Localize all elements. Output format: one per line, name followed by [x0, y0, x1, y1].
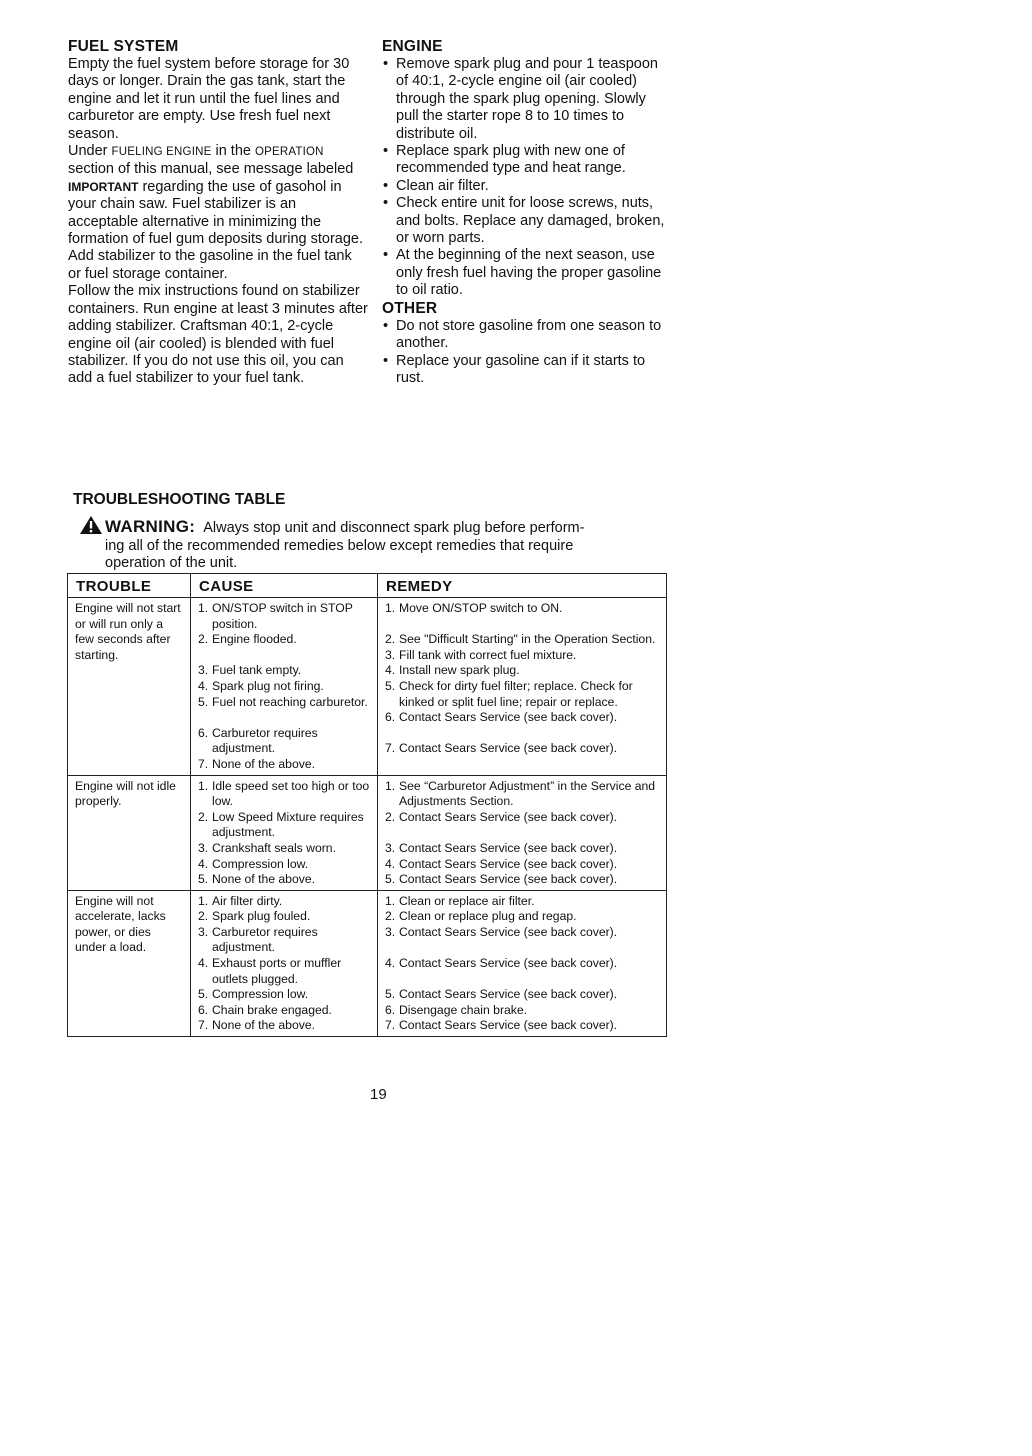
- list-item: [385, 925, 660, 941]
- list-item: [198, 841, 371, 857]
- warning-notice: [79, 512, 679, 573]
- item-text: Contact Sears Service (see back cover).: [399, 987, 618, 1002]
- header-trouble: TROUBLE: [68, 574, 191, 598]
- list-item: • Remove spark plug and pour 1 teaspoon of 40:1, 2-cycle engine oil (air cooled) through the spark plug opening. Slowly pull the starter rope 8 to 10 times to distribute oil.: [382, 56, 672, 143]
- item-number: 4.: [198, 678, 209, 693]
- item-number: 3.: [198, 663, 209, 678]
- item-text: Disengage chain brake.: [399, 1002, 528, 1017]
- list-item: [198, 810, 371, 841]
- list-item: [385, 710, 660, 726]
- item-text: Fill tank with correct fuel mixture.: [399, 647, 577, 662]
- list-item: [198, 779, 371, 810]
- list-item: [385, 1003, 660, 1019]
- list-item: [385, 741, 660, 757]
- list-item: [198, 1003, 371, 1019]
- item-number: 3.: [385, 647, 396, 662]
- item-text: Clean or replace air filter.: [399, 893, 535, 908]
- item-number: 3.: [385, 840, 396, 855]
- item-number: 3.: [198, 840, 209, 855]
- list-item: [385, 1018, 660, 1034]
- operation-ref: OPERATION: [255, 146, 324, 159]
- item-number: 6.: [198, 725, 209, 740]
- item-number: 4.: [385, 956, 396, 971]
- troubleshooting-table: [67, 573, 667, 1037]
- item-text: Contact Sears Service (see back cover).: [399, 1018, 618, 1033]
- text-run: in the: [211, 143, 255, 160]
- item-number: 2.: [198, 809, 209, 824]
- item-text: Air filter dirty.: [212, 893, 283, 908]
- item-text: See "Difficult Starting" in the Operation Section.: [399, 632, 656, 647]
- list-item: [198, 695, 371, 711]
- item-number: 3.: [385, 924, 396, 939]
- item-text: Install new spark plug.: [399, 663, 520, 678]
- list-item: • Replace spark plug with new one of recommended type and heat range.: [382, 143, 672, 178]
- item-text: Crankshaft seals worn.: [212, 840, 336, 855]
- item-number: 5.: [198, 987, 209, 1002]
- warning-triangle-icon: [79, 515, 103, 535]
- item-text: Spark plug not firing.: [212, 678, 324, 693]
- item-number: 7.: [385, 741, 396, 756]
- list-item: [385, 779, 660, 810]
- table-row: [68, 890, 667, 1036]
- item-text: Contact Sears Service (see back cover).: [399, 840, 618, 855]
- item-number: 5.: [198, 872, 209, 887]
- item-text: Fuel not reaching carburetor.: [212, 694, 368, 709]
- fuel-system-paragraph-3: Follow the mix instructions found on stabilizer containers. Run engine at least 3 minutes after adding stabilizer. Craftsman 40:1, 2-cycle engine oil (air cooled) is blended with fuel stabilizer. If you do not use this oil, you can add a fuel stabilizer to your fuel tank.: [68, 283, 368, 387]
- list-item: [385, 857, 660, 873]
- fuel-system-paragraph-2: [68, 143, 368, 283]
- item-text: Low Speed Mixture requires adjustment.: [212, 809, 364, 840]
- item-number: 1.: [385, 601, 396, 615]
- fuel-system-heading: FUEL SYSTEM: [68, 38, 179, 55]
- item-number: 4.: [198, 856, 209, 871]
- item-text: Check for dirty fuel filter; replace. Check for kinked or split fuel line; repair or replace.: [399, 678, 633, 709]
- header-remedy: REMEDY: [378, 574, 667, 598]
- item-number: 1.: [385, 778, 396, 793]
- list-item: [198, 601, 371, 632]
- item-number: 2.: [198, 632, 209, 647]
- engine-other-section: [382, 38, 672, 387]
- list-item: [385, 894, 660, 910]
- list-item: [385, 987, 660, 1003]
- item-text: Contact Sears Service (see back cover).: [399, 710, 618, 725]
- item-text: Carburetor requires adjustment.: [212, 725, 318, 756]
- troubleshooting-title: TROUBLESHOOTING TABLE: [73, 491, 286, 508]
- warning-text-line-2: ing all of the recommended remedies below except remedies that require: [105, 537, 574, 554]
- list-item: [198, 726, 371, 757]
- trouble-cell: Engine will not accelerate, lacks power, or dies under a load.: [68, 890, 191, 1036]
- list-item: [198, 1018, 371, 1034]
- item-text: Clean or replace plug and regap.: [399, 909, 577, 924]
- list-item: • Do not store gasoline from one season to another.: [382, 318, 672, 353]
- list-item: • Check entire unit for loose screws, nuts, and bolts. Replace any damaged, broken, or worn parts.: [382, 195, 672, 247]
- table-header-row: [68, 574, 667, 598]
- list-item: [198, 894, 371, 910]
- item-text: Contact Sears Service (see back cover).: [399, 809, 618, 824]
- table-row: [68, 775, 667, 890]
- item-number: 2.: [385, 632, 396, 647]
- fuel-system-paragraph-1: Empty the fuel system before storage for 30 days or longer. Drain the gas tank, start the engine and let it run until the fuel lines and carburetor are empty. Use fresh fuel next season.: [68, 56, 350, 142]
- warning-label: WARNING:: [105, 517, 196, 536]
- item-text: Engine flooded.: [212, 632, 297, 647]
- text-run: section of this manual, see message labeled: [68, 161, 354, 178]
- item-number: 7.: [385, 1018, 396, 1033]
- list-item: [385, 841, 660, 857]
- item-number: 5.: [385, 872, 396, 887]
- cause-cell: [191, 598, 378, 776]
- item-number: 1.: [198, 778, 209, 793]
- item-text: Chain brake engaged.: [212, 1002, 332, 1017]
- list-item: [198, 663, 371, 679]
- warning-text-line-3: operation of the unit.: [105, 555, 238, 572]
- list-item: [385, 648, 660, 664]
- item-number: 6.: [198, 1002, 209, 1017]
- warning-text-line-1: Always stop unit and disconnect spark plug before perform-: [203, 520, 585, 536]
- item-number: 1.: [198, 893, 209, 908]
- list-item: [385, 810, 660, 826]
- engine-bullet-list: [382, 56, 672, 300]
- important-label: IMPORTANT: [68, 179, 139, 194]
- list-item: [198, 956, 371, 987]
- remedy-cell: [378, 890, 667, 1036]
- list-item: [198, 909, 371, 925]
- item-text: Contact Sears Service (see back cover).: [399, 872, 618, 887]
- table-row: [68, 598, 667, 776]
- list-item: [198, 679, 371, 695]
- list-item: • Clean air filter.: [382, 178, 672, 195]
- item-number: 6.: [385, 710, 396, 725]
- item-text: Idle speed set too high or too low.: [212, 778, 370, 809]
- list-item: [198, 857, 371, 873]
- other-heading: OTHER: [382, 299, 438, 317]
- text-run: Under: [68, 143, 112, 160]
- item-text: Move ON/STOP switch to ON.: [399, 601, 563, 615]
- item-number: 3.: [198, 924, 209, 939]
- fueling-engine-ref: FUELING ENGINE: [111, 146, 212, 159]
- list-item: [385, 872, 660, 888]
- item-number: 4.: [385, 663, 396, 678]
- item-number: 6.: [385, 1002, 396, 1017]
- list-item: [198, 987, 371, 1003]
- trouble-cell: Engine will not start or will run only a few seconds after starting.: [75, 601, 181, 662]
- item-text: Contact Sears Service (see back cover).: [399, 741, 618, 756]
- list-item: [198, 872, 371, 888]
- item-text: Compression low.: [212, 987, 309, 1002]
- trouble-cell: Engine will not idle properly.: [68, 775, 191, 890]
- item-text: Spark plug fouled.: [212, 909, 311, 924]
- list-item: [385, 632, 660, 648]
- item-text: Compression low.: [212, 856, 309, 871]
- item-text: None of the above.: [212, 756, 315, 771]
- item-text: Fuel tank empty.: [212, 663, 302, 678]
- list-item: • At the beginning of the next season, use only fresh fuel having the proper gasoline to oil ratio.: [382, 247, 672, 299]
- item-text: Contact Sears Service (see back cover).: [399, 924, 618, 939]
- item-text: Carburetor requires adjustment.: [212, 924, 318, 955]
- list-item: [385, 679, 660, 710]
- list-item: [385, 956, 660, 972]
- fuel-system-section: [68, 38, 368, 388]
- cause-cell: [191, 775, 378, 890]
- header-cause: CAUSE: [191, 574, 378, 598]
- item-number: 2.: [198, 909, 209, 924]
- item-text: Contact Sears Service (see back cover).: [399, 856, 618, 871]
- item-number: 1.: [198, 601, 209, 615]
- item-number: 2.: [385, 809, 396, 824]
- item-text: None of the above.: [212, 872, 315, 887]
- list-item: [385, 601, 660, 617]
- item-text: Contact Sears Service (see back cover).: [399, 956, 618, 971]
- item-number: 7.: [198, 756, 209, 771]
- text-run: regarding the use of gasohol in your chain saw. Fuel stabilizer is an acceptable alternative in minimizing the formation of fuel gum deposits during storage. Add stabilizer to the gasoline in the fuel tank or fuel storage container.: [68, 178, 363, 282]
- item-number: 2.: [385, 909, 396, 924]
- item-text: See “Carburetor Adjustment” in the Service and Adjustments Section.: [399, 778, 656, 809]
- list-item: [198, 632, 371, 648]
- list-item: [198, 757, 371, 773]
- list-item: [385, 909, 660, 925]
- item-text: ON/STOP switch in STOP position.: [212, 601, 353, 631]
- list-item: [385, 663, 660, 679]
- item-number: 7.: [198, 1018, 209, 1033]
- list-item: [198, 925, 371, 956]
- item-number: 5.: [385, 987, 396, 1002]
- item-number: 4.: [385, 856, 396, 871]
- item-number: 4.: [198, 956, 209, 971]
- item-number: 5.: [385, 678, 396, 693]
- list-item: • Replace your gasoline can if it starts to rust.: [382, 353, 672, 388]
- remedy-cell: [378, 775, 667, 890]
- remedy-cell: [378, 598, 667, 776]
- item-text: None of the above.: [212, 1018, 315, 1033]
- cause-cell: [191, 890, 378, 1036]
- item-number: 5.: [198, 694, 209, 709]
- page-number: 19: [370, 1086, 387, 1103]
- other-bullet-list: [382, 318, 672, 388]
- engine-heading: ENGINE: [382, 38, 443, 55]
- item-text: Exhaust ports or muffler outlets plugged.: [212, 956, 342, 986]
- item-number: 1.: [385, 893, 396, 908]
